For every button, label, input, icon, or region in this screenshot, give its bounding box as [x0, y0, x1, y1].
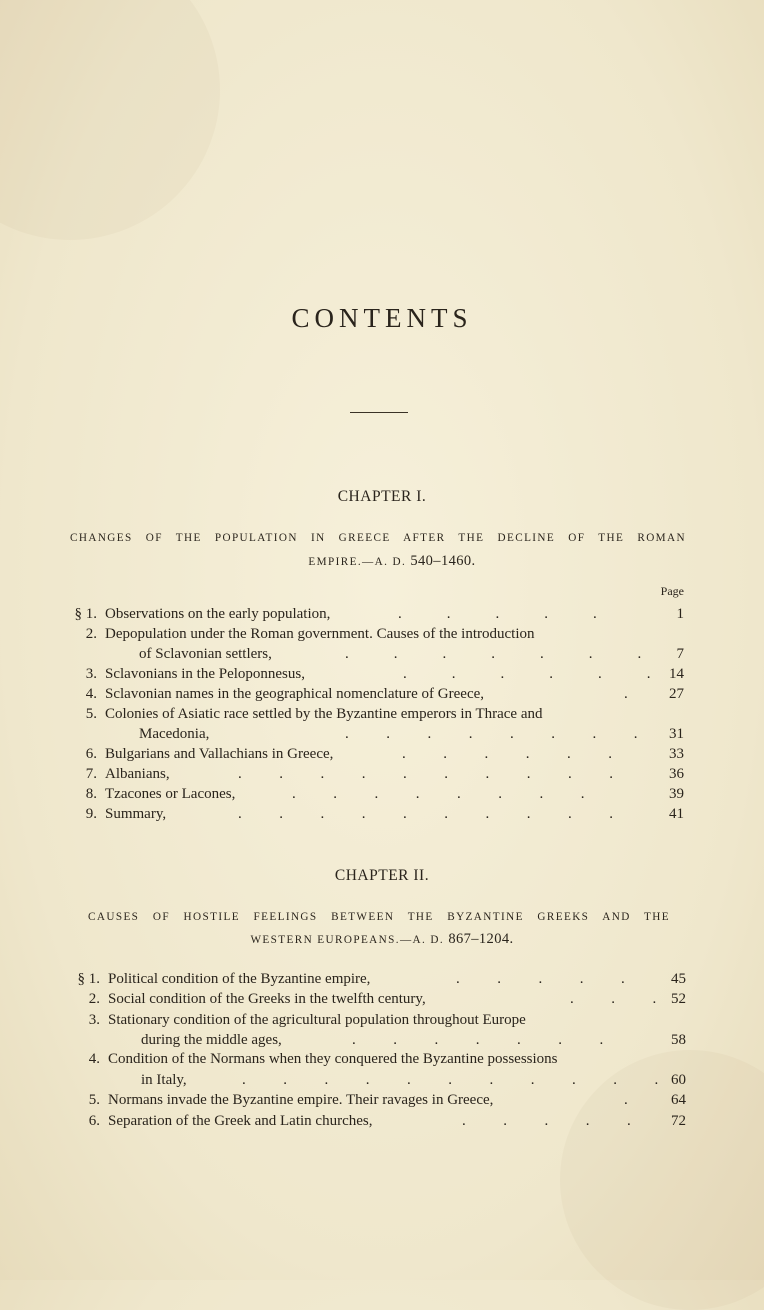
chapter-subtitle-line2 [10, 553, 764, 570]
toc-entry-number: 7. [85, 766, 97, 782]
toc-entry-number: 2. [88, 991, 100, 1007]
toc-entry-number: 6. [88, 1113, 100, 1129]
toc-page-number: 52 [671, 991, 686, 1007]
toc-entry-title: Observations on the early population, [105, 606, 331, 622]
toc-entry-number: 5. [85, 706, 97, 722]
chapter-subtitle-era: WESTERN EUROPEANS.—A. D. [250, 934, 445, 946]
toc-page-number: 1 [676, 606, 684, 622]
toc-page-number: 39 [669, 786, 684, 802]
toc-entry-title: during the middle ages, [141, 1032, 282, 1048]
title-rule [350, 412, 408, 413]
toc-page-number: 14 [669, 666, 684, 682]
toc-leader-dots: . . . . . [456, 971, 625, 987]
toc-entry-title: Political condition of the Byzantine empire, [108, 971, 371, 987]
toc-entry-title: Normans invade the Byzantine empire. Their ravages in Greece, [108, 1092, 494, 1108]
toc-leader-dots: . . . . . . . [345, 646, 642, 662]
toc-entry-number: 3. [88, 1012, 100, 1028]
chapter-subtitle-line2 [0, 931, 764, 948]
toc-page-number: 60 [671, 1072, 686, 1088]
toc-entry-title: Sclavonian names in the geographical nomenclature of Greece, [105, 686, 485, 702]
toc-entry-title: Macedonia, [139, 726, 210, 742]
toc-page-number: 36 [669, 766, 684, 782]
paper-stain [0, 0, 220, 240]
toc-leader-dots: . . . . . [462, 1113, 631, 1129]
toc-leader-dots: . . . . . [398, 606, 597, 622]
toc-entry-number: 8. [85, 786, 97, 802]
page-column-header: Page [660, 584, 684, 598]
toc-leader-dots: . . . . . . [402, 746, 612, 762]
toc-leader-dots: . [624, 686, 628, 702]
toc-leader-dots: . . . . . . . [352, 1032, 604, 1048]
toc-entry-title: Social condition of the Greeks in the twelfth century, [108, 991, 426, 1007]
toc-page-number: 64 [671, 1092, 686, 1108]
toc-entry-number: 4. [88, 1051, 100, 1067]
toc-leader-dots: . . . . . . . . . . [238, 806, 613, 822]
toc-entry-title: Condition of the Normans when they conquered the Byzantine possessions [108, 1051, 558, 1067]
toc-entry-title: Albanians, [105, 766, 170, 782]
page-title: CONTENTS [291, 303, 473, 333]
chapter-heading: CHAPTER II. [334, 867, 430, 884]
toc-leader-dots: . . . [570, 991, 657, 1007]
toc-leader-dots: . [624, 1092, 628, 1108]
toc-page-number: 31 [669, 726, 684, 742]
chapter-subtitle-era: EMPIRE.—A. D. [308, 556, 407, 568]
toc-leader-dots: . . . . . . . . [292, 786, 585, 802]
toc-entry-number: 3. [85, 666, 97, 682]
chapter-subtitle: CHANGES OF THE POPULATION IN GREECE AFTER THE DECLINE OF THE ROMAN [70, 532, 686, 544]
toc-entry-number: 2. [85, 626, 97, 642]
toc-page-number: 7 [676, 646, 684, 662]
chapter-subtitle: CAUSES OF HOSTILE FEELINGS BETWEEN THE BYZANTINE GREEKS AND THE [88, 911, 670, 923]
toc-page-number: 41 [669, 806, 684, 822]
toc-page-number: 72 [671, 1113, 686, 1129]
toc-entry-number: § 1. [77, 971, 100, 987]
toc-entry-title: Colonies of Asiatic race settled by the Byzantine emperors in Thrace and [105, 706, 543, 722]
toc-leader-dots: . . . . . . . . . . [238, 766, 613, 782]
toc-entry-title: of Sclavonian settlers, [139, 646, 272, 662]
toc-entry-title: Stationary condition of the agricultural population throughout Europe [108, 1012, 526, 1028]
toc-entry-title: Summary, [105, 806, 167, 822]
toc-entry-title: Separation of the Greek and Latin churches, [108, 1113, 373, 1129]
toc-leader-dots: . . . . . . . . [345, 726, 638, 742]
toc-page-number: 33 [669, 746, 684, 762]
toc-page-number: 58 [671, 1032, 686, 1048]
toc-page-number: 45 [671, 971, 686, 987]
toc-entry-number: 5. [88, 1092, 100, 1108]
toc-entry-number: 4. [85, 686, 97, 702]
chapter-subtitle-date: 540–1460. [410, 553, 476, 569]
toc-leader-dots: . . . . . . [403, 666, 651, 682]
toc-entry-number: § 1. [74, 606, 97, 622]
toc-entry-number: 6. [85, 746, 97, 762]
toc-entry-title: Depopulation under the Roman government. Causes of the introduction [105, 626, 535, 642]
toc-entry-title: in Italy, [141, 1072, 187, 1088]
chapter-subtitle-date: 867–1204. [448, 931, 514, 947]
chapter-heading: CHAPTER I. [337, 488, 427, 505]
toc-entry-title: Bulgarians and Vallachians in Greece, [105, 746, 334, 762]
toc-entry-title: Tzacones or Lacones, [105, 786, 236, 802]
toc-page-number: 27 [669, 686, 684, 702]
toc-entry-number: 9. [85, 806, 97, 822]
toc-entry-title: Sclavonians in the Peloponnesus, [105, 666, 305, 682]
toc-leader-dots: . . . . . . . . . . . [242, 1072, 659, 1088]
